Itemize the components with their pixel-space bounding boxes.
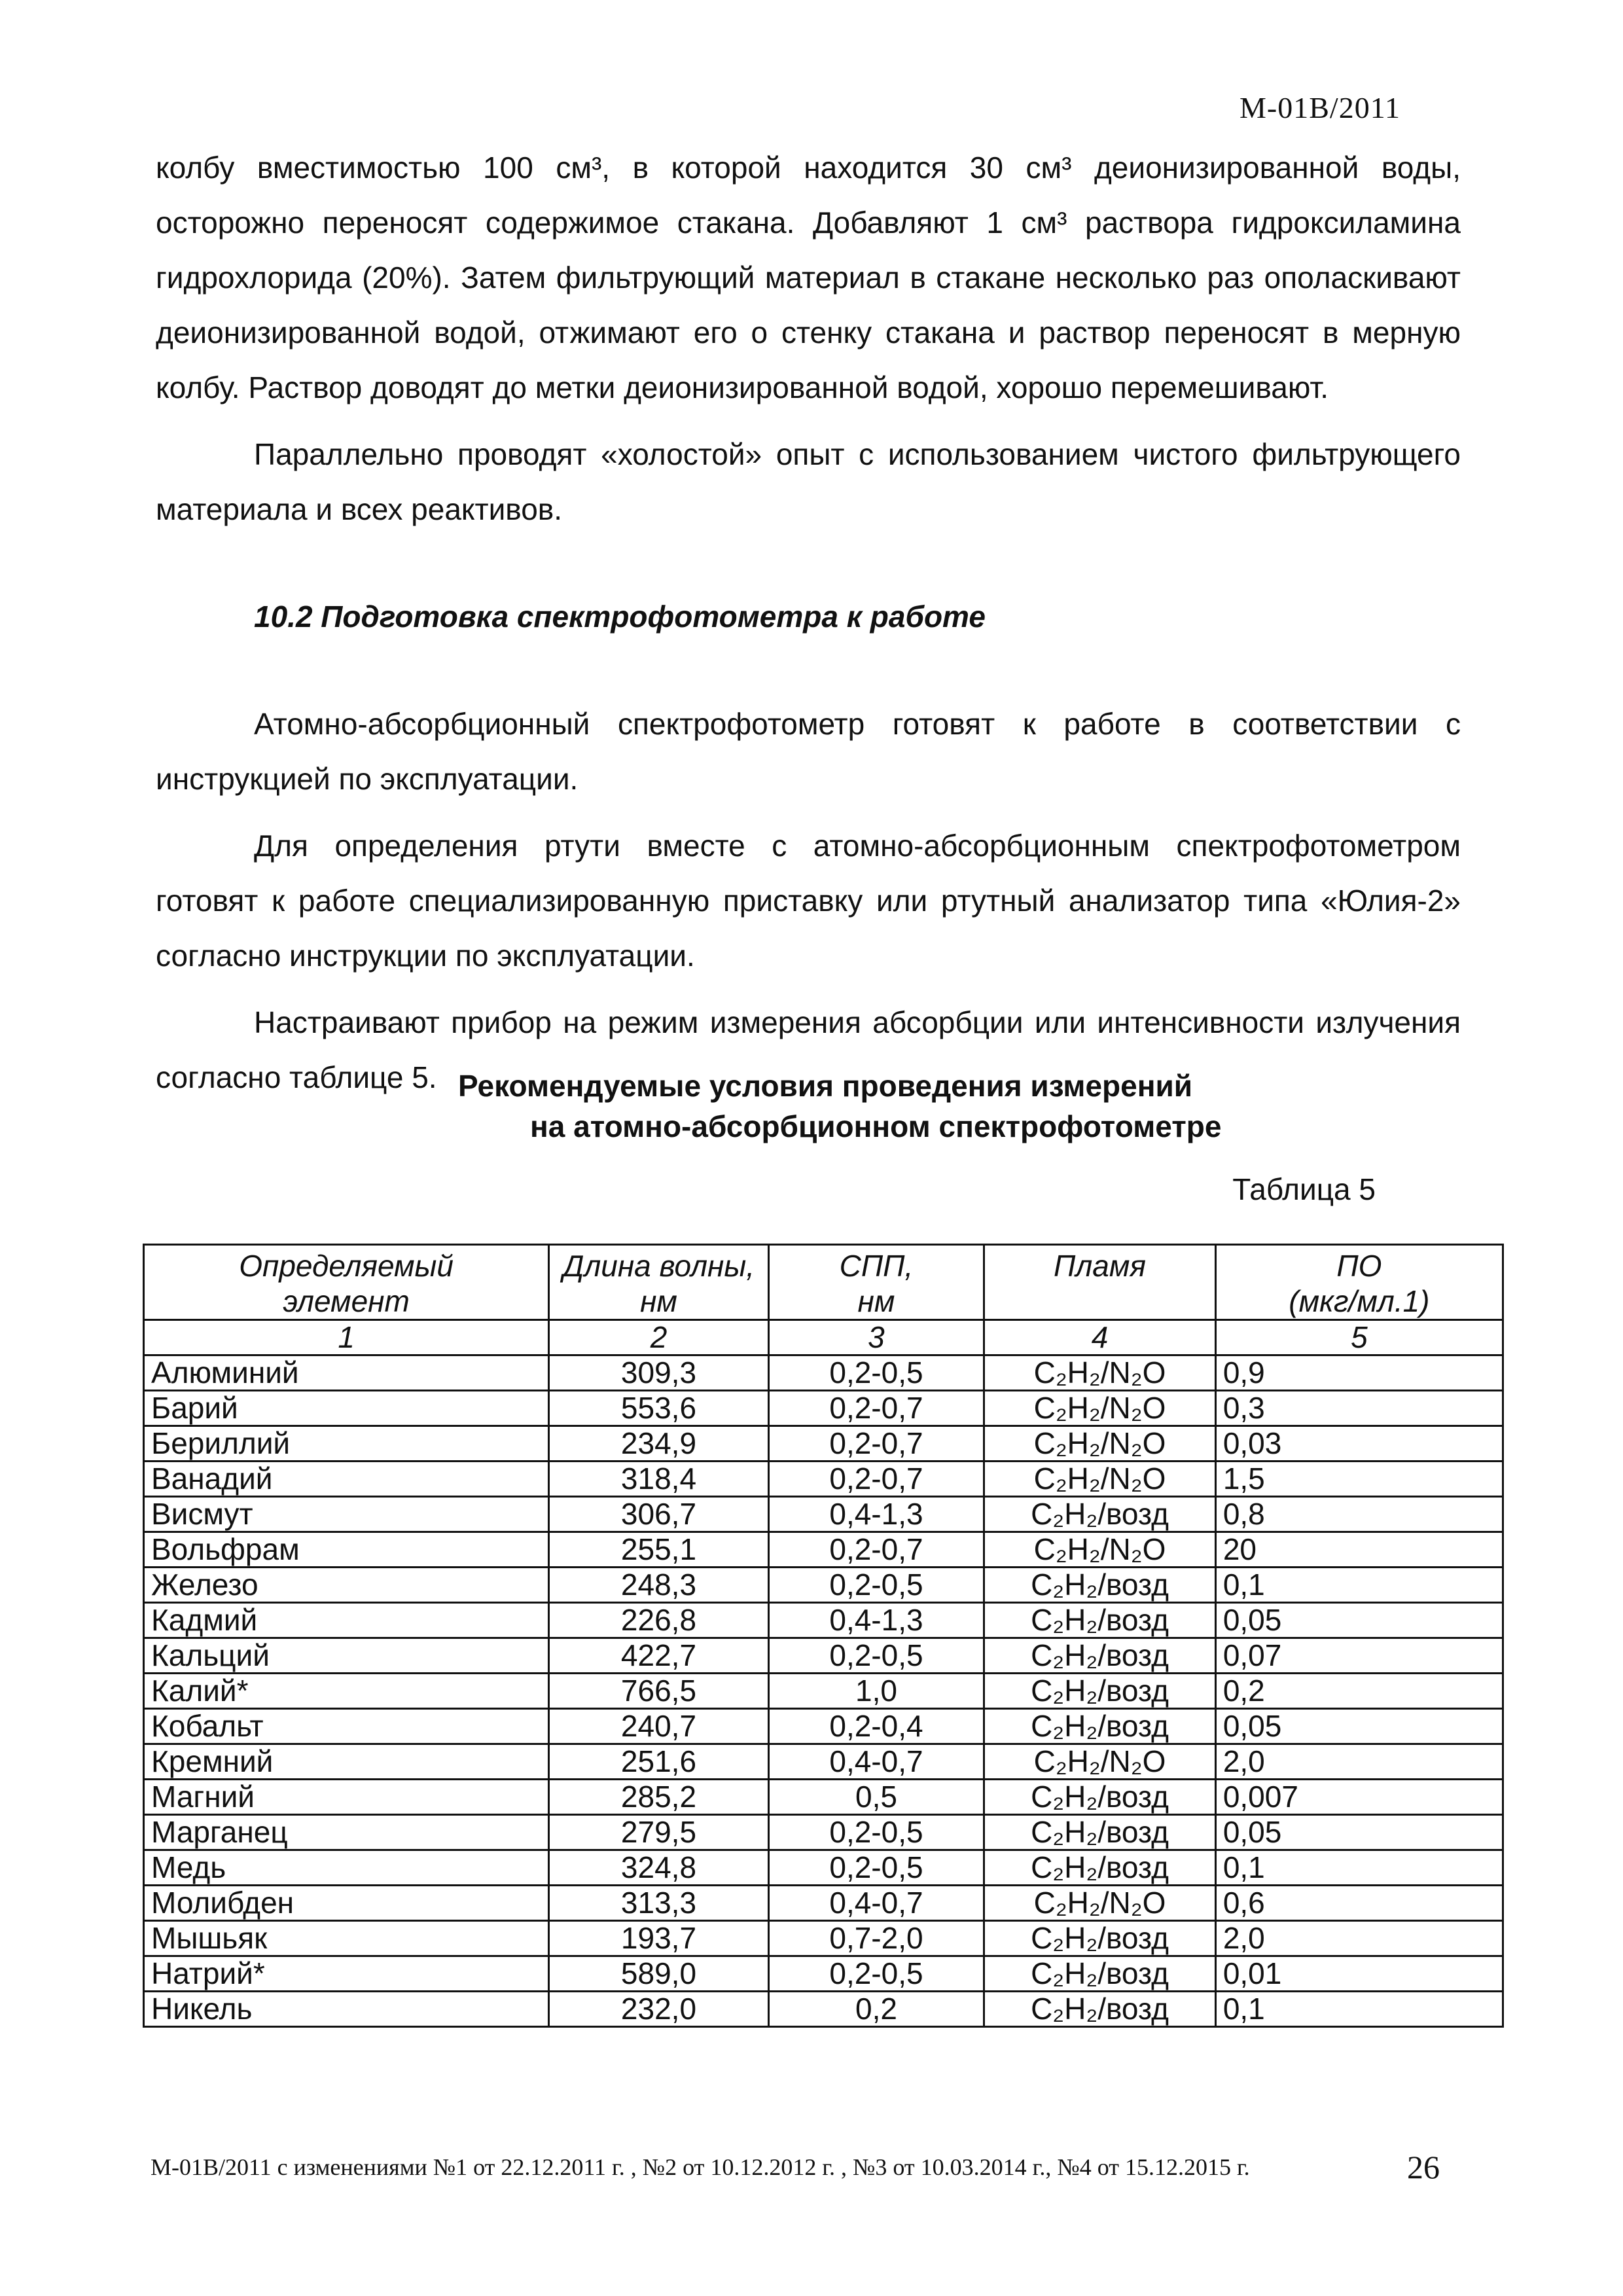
- cell-wavelength: 318,4: [549, 1462, 769, 1497]
- cell-spp: 0,2-0,5: [768, 1815, 984, 1850]
- column-number: 4: [984, 1320, 1216, 1355]
- table-row: [144, 1426, 1503, 1462]
- cell-wavelength: 240,7: [549, 1709, 769, 1744]
- cell-element: Алюминий: [144, 1355, 549, 1391]
- header-flame: Пламя: [984, 1245, 1216, 1320]
- column-number: 2: [549, 1320, 769, 1355]
- table-title-line-2: на атомно-абсорбционном спектрофотометре: [530, 1109, 1222, 1143]
- cell-spp: 0,5: [768, 1780, 984, 1815]
- cell-flame: C₂H₂/возд: [984, 1497, 1216, 1532]
- cell-wavelength: 766,5: [549, 1674, 769, 1709]
- table-row: [144, 1850, 1503, 1886]
- cell-flame: C₂H₂/возд: [984, 1603, 1216, 1638]
- cell-detection-limit: 0,01: [1215, 1956, 1503, 1992]
- paragraph-spectrophotometer-prep: Атомно-абсорбционный спектрофотометр готовят к работе в соответствии с инструкцией по эксплуатации.: [156, 707, 1461, 796]
- cell-wavelength: 306,7: [549, 1497, 769, 1532]
- cell-flame: C₂H₂/возд: [984, 1638, 1216, 1674]
- cell-wavelength: 279,5: [549, 1815, 769, 1850]
- cell-wavelength: 193,7: [549, 1921, 769, 1956]
- cell-element: Железо: [144, 1568, 549, 1603]
- table-label: Таблица 5: [1232, 1172, 1376, 1206]
- cell-spp: 0,2-0,7: [768, 1462, 984, 1497]
- cell-spp: 0,2-0,5: [768, 1956, 984, 1992]
- table-column-numbers: [144, 1320, 1503, 1355]
- cell-detection-limit: 0,8: [1215, 1497, 1503, 1532]
- cell-flame: C₂H₂/возд: [984, 1674, 1216, 1709]
- cell-detection-limit: 0,9: [1215, 1355, 1503, 1391]
- cell-wavelength: 226,8: [549, 1603, 769, 1638]
- cell-detection-limit: 0,1: [1215, 1850, 1503, 1886]
- table-row: [144, 1497, 1503, 1532]
- paragraph-mercury-analyzer: Для определения ртути вместе с атомно-абсорбционным спектрофотометром готовят к работе специализированную приставку или ртутный анализатор типа «Юлия-2» согласно инструкции по эксплуатации.: [156, 829, 1461, 973]
- cell-detection-limit: 0,1: [1215, 1992, 1503, 2027]
- cell-spp: 0,4-1,3: [768, 1603, 984, 1638]
- cell-wavelength: 232,0: [549, 1992, 769, 2027]
- cell-detection-limit: 2,0: [1215, 1744, 1503, 1780]
- cell-element: Марганец: [144, 1815, 549, 1850]
- cell-spp: 0,2-0,7: [768, 1426, 984, 1462]
- cell-wavelength: 248,3: [549, 1568, 769, 1603]
- cell-flame: C₂H₂/возд: [984, 1956, 1216, 1992]
- document-code: М-01В/2011: [1240, 91, 1400, 124]
- cell-element: Мышьяк: [144, 1921, 549, 1956]
- cell-element: Кальций: [144, 1638, 549, 1674]
- body-text: [156, 140, 1461, 1105]
- cell-wavelength: 422,7: [549, 1638, 769, 1674]
- cell-detection-limit: 0,05: [1215, 1709, 1503, 1744]
- cell-spp: 0,2-0,5: [768, 1568, 984, 1603]
- cell-flame: C₂H₂/возд: [984, 1780, 1216, 1815]
- table-row: [144, 1638, 1503, 1674]
- cell-wavelength: 313,3: [549, 1886, 769, 1921]
- cell-detection-limit: 0,1: [1215, 1568, 1503, 1603]
- cell-detection-limit: 0,007: [1215, 1780, 1503, 1815]
- cell-element: Кадмий: [144, 1603, 549, 1638]
- cell-element: Ванадий: [144, 1462, 549, 1497]
- table-row: [144, 1992, 1503, 2027]
- cell-element: Никель: [144, 1992, 549, 2027]
- column-number: 1: [144, 1320, 549, 1355]
- section-heading-10-2: 10.2 Подготовка спектрофотометра к работе: [254, 600, 986, 634]
- column-number: 3: [768, 1320, 984, 1355]
- cell-detection-limit: 0,2: [1215, 1674, 1503, 1709]
- cell-spp: 0,4-1,3: [768, 1497, 984, 1532]
- table-title-line-1: Рекомендуемые условия проведения измерений: [458, 1069, 1193, 1103]
- cell-flame: C₂H₂/N₂O: [984, 1744, 1216, 1780]
- table-row: [144, 1462, 1503, 1497]
- cell-spp: 0,2-0,5: [768, 1638, 984, 1674]
- cell-detection-limit: 20: [1215, 1532, 1503, 1568]
- cell-wavelength: 234,9: [549, 1426, 769, 1462]
- cell-wavelength: 255,1: [549, 1532, 769, 1568]
- measurement-conditions-table: [143, 1244, 1504, 2028]
- cell-detection-limit: 0,07: [1215, 1638, 1503, 1674]
- cell-spp: 1,0: [768, 1674, 984, 1709]
- cell-flame: C₂H₂/возд: [984, 1921, 1216, 1956]
- table-body: [144, 1355, 1503, 2027]
- cell-element: Магний: [144, 1780, 549, 1815]
- cell-spp: 0,4-0,7: [768, 1744, 984, 1780]
- cell-spp: 0,2-0,7: [768, 1532, 984, 1568]
- cell-flame: C₂H₂/N₂O: [984, 1426, 1216, 1462]
- table-row: [144, 1886, 1503, 1921]
- table-row: [144, 1532, 1503, 1568]
- paragraph-flask-transfer: колбу вместимостью 100 см³, в которой находится 30 см³ деионизированной воды, осторожно переносят содержимое стакана. Добавляют 1 см³ раствора гидроксиламина гидрохлорида (20%). Затем фильтрующий материал в стакане несколько раз ополаскивают деионизированной водой, отжимают его о стенку стакана и раствор переносят в мерную колбу. Раствор доводят до метки деионизированной водой, хорошо перемешивают.: [156, 151, 1461, 404]
- paragraph-blank-test: Параллельно проводят «холостой» опыт с использованием чистого фильтрующего материала и всех реактивов.: [156, 437, 1461, 526]
- cell-wavelength: 309,3: [549, 1355, 769, 1391]
- cell-detection-limit: 0,05: [1215, 1815, 1503, 1850]
- cell-detection-limit: 0,6: [1215, 1886, 1503, 1921]
- cell-element: Калий*: [144, 1674, 549, 1709]
- cell-wavelength: 553,6: [549, 1391, 769, 1426]
- cell-spp: 0,2-0,5: [768, 1355, 984, 1391]
- header-wavelength: Длина волны, нм: [549, 1245, 769, 1320]
- cell-element: Молибден: [144, 1886, 549, 1921]
- cell-flame: C₂H₂/возд: [984, 1709, 1216, 1744]
- cell-flame: C₂H₂/N₂O: [984, 1462, 1216, 1497]
- cell-flame: C₂H₂/возд: [984, 1850, 1216, 1886]
- table-row: [144, 1355, 1503, 1391]
- cell-spp: 0,2-0,7: [768, 1391, 984, 1426]
- table-row: [144, 1568, 1503, 1603]
- table-row: [144, 1603, 1503, 1638]
- cell-spp: 0,2-0,5: [768, 1850, 984, 1886]
- header-spp: СПП, нм: [768, 1245, 984, 1320]
- cell-spp: 0,2-0,4: [768, 1709, 984, 1744]
- cell-wavelength: 285,2: [549, 1780, 769, 1815]
- footer-revision-note: М-01В/2011 с изменениями №1 от 22.12.2011 г. , №2 от 10.12.2012 г. , №3 от 10.03.2014 г., №4 от 15.12.2015 г.: [151, 2154, 1250, 2180]
- cell-flame: C₂H₂/возд: [984, 1568, 1216, 1603]
- page-number: 26: [1407, 2149, 1440, 2185]
- cell-flame: C₂H₂/N₂O: [984, 1391, 1216, 1426]
- table-row: [144, 1956, 1503, 1992]
- table-row: [144, 1815, 1503, 1850]
- cell-element: Медь: [144, 1850, 549, 1886]
- table-row: [144, 1674, 1503, 1709]
- table-row: [144, 1709, 1503, 1744]
- cell-spp: 0,4-0,7: [768, 1886, 984, 1921]
- cell-flame: C₂H₂/N₂O: [984, 1532, 1216, 1568]
- header-element: Определяемый элемент: [144, 1245, 549, 1320]
- cell-detection-limit: 0,3: [1215, 1391, 1503, 1426]
- column-number: 5: [1215, 1320, 1503, 1355]
- cell-flame: C₂H₂/N₂O: [984, 1886, 1216, 1921]
- cell-detection-limit: 0,05: [1215, 1603, 1503, 1638]
- cell-wavelength: 324,8: [549, 1850, 769, 1886]
- table-header-row: [144, 1245, 1503, 1320]
- cell-spp: 0,2: [768, 1992, 984, 2027]
- cell-element: Висмут: [144, 1497, 549, 1532]
- cell-element: Бериллий: [144, 1426, 549, 1462]
- table-header: [144, 1245, 1503, 1355]
- cell-detection-limit: 0,03: [1215, 1426, 1503, 1462]
- cell-element: Барий: [144, 1391, 549, 1426]
- cell-flame: C₂H₂/возд: [984, 1815, 1216, 1850]
- table-row: [144, 1391, 1503, 1426]
- table-row: [144, 1744, 1503, 1780]
- paragraph-measurement-mode: Настраивают прибор на режим измерения абсорбции или интенсивности излучения согласно таблице 5.: [156, 1005, 1461, 1094]
- cell-detection-limit: 1,5: [1215, 1462, 1503, 1497]
- cell-element: Кремний: [144, 1744, 549, 1780]
- cell-flame: C₂H₂/возд: [984, 1992, 1216, 2027]
- table-row: [144, 1921, 1503, 1956]
- cell-flame: C₂H₂/N₂O: [984, 1355, 1216, 1391]
- header-detection-limit: ПО (мкг/мл.1): [1215, 1245, 1503, 1320]
- cell-element: Вольфрам: [144, 1532, 549, 1568]
- cell-spp: 0,7-2,0: [768, 1921, 984, 1956]
- cell-wavelength: 589,0: [549, 1956, 769, 1992]
- table-row: [144, 1780, 1503, 1815]
- cell-detection-limit: 2,0: [1215, 1921, 1503, 1956]
- cell-wavelength: 251,6: [549, 1744, 769, 1780]
- cell-element: Натрий*: [144, 1956, 549, 1992]
- cell-element: Кобальт: [144, 1709, 549, 1744]
